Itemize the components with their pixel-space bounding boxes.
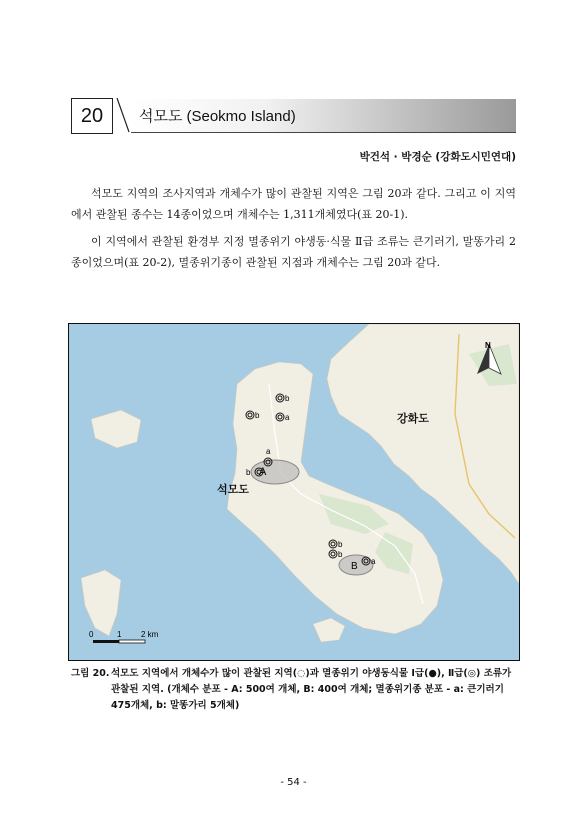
section-header [71, 98, 516, 134]
section-title [139, 105, 296, 126]
section-title-ko: 석모도 [139, 107, 183, 125]
marker-b-3-label: b [246, 468, 251, 477]
marker-b-1-label: b [285, 394, 290, 403]
scale-label-1: 1 [117, 630, 122, 639]
caption-label: 그림 20. [71, 668, 110, 679]
marker-b-5-label: b [338, 550, 343, 559]
marker-a-1-label: a [285, 413, 290, 422]
scale-label-0: 0 [89, 630, 94, 639]
ganghwa-place-label: 강화도 [397, 412, 429, 425]
paragraph-2: 이 지역에서 관찰된 환경부 지정 멸종위기 야생동·식물 Ⅱ급 조류는 큰기러기, 말똥가리 2종이었으며(표 20-2), 멸종위기종이 관찰된 지점과 개체수는 그림 20과 같다. [71, 235, 516, 269]
area-a-label: A [259, 466, 267, 478]
marker-b-2-label: b [255, 411, 260, 420]
study-area-map [68, 323, 520, 661]
section-title-en: (Seokmo Island) [186, 108, 296, 125]
paragraph-1: 석모도 지역의 조사지역과 개체수가 많이 관찰된 지역은 그림 20과 같다. 그리고 이 지역에서 관찰된 종수는 14종이었으며 개체수는 1,311개체였다(표 20-1). [71, 187, 516, 221]
authors: 박건석 · 박경순 (강화도시민연대) [359, 151, 516, 163]
section-number: 20 [71, 98, 113, 134]
header-divider [115, 98, 131, 134]
page-number: - 54 - [280, 777, 307, 788]
area-b-label: B [351, 561, 358, 572]
seokmo-place-label: 석모도 [217, 483, 249, 496]
north-label: N [485, 341, 491, 350]
map-canvas [69, 324, 519, 660]
figure-caption [71, 666, 520, 714]
marker-b-4-label: b [338, 540, 343, 549]
title-bar [131, 99, 516, 133]
caption-text: 석모도 지역에서 개체수가 많이 관찰된 지역(◌)과 멸종위기 야생동식물 Ⅰ급(●), Ⅱ급(◎) 조류가 관찰된 지역. (개체수 분포 - A: 500여 개체, B: 400여 개체; 멸종위기종 분포 - a: 큰기러기 475개체, b: 말똥가리 5개체) [111, 668, 512, 711]
scale-label-2: 2 km [141, 630, 159, 639]
marker-a-3-label: a [371, 557, 376, 566]
marker-a-2-label: a [266, 447, 271, 456]
